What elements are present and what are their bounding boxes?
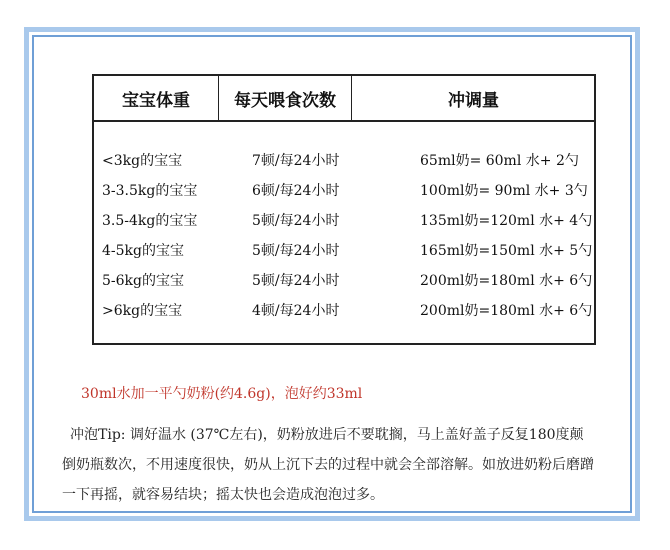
mixing-tip bbox=[62, 420, 632, 510]
ratio-note: 30ml水加一平勺奶粉(约4.6g)，泡好约33ml bbox=[81, 386, 363, 402]
cell-frequency: 7顿/每24小时 bbox=[252, 153, 340, 169]
header-weight: 宝宝体重 bbox=[122, 90, 190, 111]
cell-frequency: 4顿/每24小时 bbox=[252, 303, 340, 319]
cell-frequency: 5顿/每24小时 bbox=[252, 243, 340, 259]
cell-weight: >6kg的宝宝 bbox=[102, 303, 183, 319]
table-row bbox=[94, 176, 594, 206]
cell-amount: 100ml奶= 90ml 水+ 3勺 bbox=[420, 183, 588, 199]
cell-amount: 165ml奶=150ml 水+ 5勺 bbox=[420, 243, 593, 259]
cell-weight: 3-3.5kg的宝宝 bbox=[102, 183, 198, 199]
table-row bbox=[94, 206, 594, 236]
cell-frequency: 5顿/每24小时 bbox=[252, 213, 340, 229]
table-row bbox=[94, 266, 594, 296]
image-frame bbox=[24, 27, 640, 521]
header-frequency: 每天喂食次数 bbox=[218, 76, 352, 120]
cell-frequency: 6顿/每24小时 bbox=[252, 183, 340, 199]
tip-line-2: 倒奶瓶数次，不用速度很快，奶从上沉下去的过程中就会全部溶解。如放进奶粉后磨蹭 bbox=[62, 457, 594, 473]
table-header bbox=[94, 76, 594, 122]
cell-amount: 200ml奶=180ml 水+ 6勺 bbox=[420, 273, 593, 289]
table-row bbox=[94, 296, 594, 326]
feeding-table bbox=[92, 74, 596, 345]
cell-weight: 5-6kg的宝宝 bbox=[102, 273, 184, 289]
header-amount: 冲调量 bbox=[448, 90, 499, 111]
cell-weight: 3.5-4kg的宝宝 bbox=[102, 213, 198, 229]
table-row bbox=[94, 236, 594, 266]
cell-weight: 4-5kg的宝宝 bbox=[102, 243, 184, 259]
cell-amount: 200ml奶=180ml 水+ 6勺 bbox=[420, 303, 593, 319]
cell-weight: <3kg的宝宝 bbox=[102, 153, 183, 169]
table-row bbox=[94, 146, 594, 176]
tip-line-3: 一下再摇，就容易结块；摇太快也会造成泡泡过多。 bbox=[62, 487, 384, 503]
cell-frequency: 5顿/每24小时 bbox=[252, 273, 340, 289]
table-body bbox=[94, 146, 594, 326]
cell-amount: 135ml奶=120ml 水+ 4勺 bbox=[420, 213, 593, 229]
tip-line-1: 冲泡Tip: 调好温水 (37℃左右)，奶粉放进后不要耽搁，马上盖好盖子反复180度颠 bbox=[70, 427, 584, 443]
cell-amount: 65ml奶= 60ml 水+ 2勺 bbox=[420, 153, 579, 169]
inner-border bbox=[32, 35, 632, 513]
